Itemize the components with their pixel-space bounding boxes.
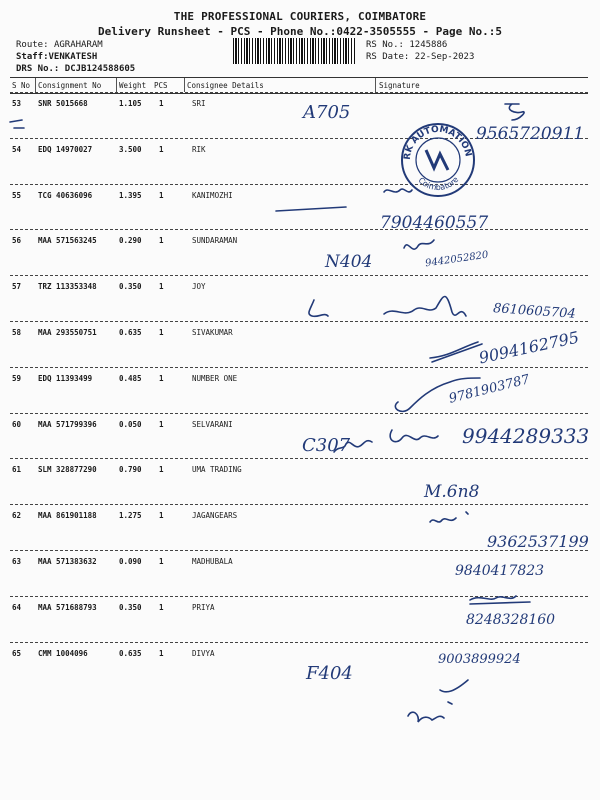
- row-pcs: 1: [159, 145, 164, 154]
- row-consignment-no: MAA 571799396: [38, 420, 97, 429]
- row-sno: 56: [12, 236, 22, 245]
- mark-57: [309, 300, 328, 316]
- row-consignee: KANIMOZHI: [192, 191, 233, 200]
- row-pcs: 1: [159, 99, 164, 108]
- row-consignment-no: TRZ 113353348: [38, 282, 97, 291]
- row-pcs: 1: [159, 236, 164, 245]
- rs-no-label: RS No.:: [366, 40, 404, 50]
- hw-phone-64: 8248328160: [466, 612, 556, 628]
- staff-value: VENKATESH: [48, 52, 98, 62]
- row-sno: 53: [12, 99, 22, 108]
- hw-phone-57: 8610605704: [492, 301, 577, 322]
- signature-59: [395, 378, 480, 411]
- signature-58: [430, 342, 482, 362]
- hw-door-65: F404: [306, 663, 353, 684]
- col-header-signature: Signature: [379, 81, 420, 90]
- row-sno: 58: [12, 328, 22, 337]
- runsheet-title: THE PROFESSIONAL COURIERS, COIMBATORE: [173, 10, 427, 23]
- drs-value: DCJB124588605: [64, 64, 136, 74]
- stamp-top-text: RK AUTOMATION: [402, 124, 473, 161]
- signature-64: [470, 596, 530, 604]
- row-consignment-no: MAA 293550751: [38, 328, 97, 337]
- rs-no-value: 1245886: [409, 40, 448, 50]
- row-consignment-no: SNR 5015668: [38, 99, 88, 108]
- row-consignee: SELVARANI: [192, 420, 233, 429]
- row-sno: 63: [12, 557, 22, 566]
- rs-date-label: RS Date:: [366, 52, 410, 62]
- signature-60-tamil: [334, 441, 372, 452]
- staff-label: Staff:: [16, 52, 49, 62]
- row-weight: 0.790: [119, 465, 142, 474]
- row-sno: 60: [12, 420, 22, 429]
- signature-60: [390, 430, 438, 442]
- hw-phone-59: 9781903787: [447, 372, 532, 407]
- drs-label: DRS No.:: [16, 64, 60, 74]
- hw-sig-61: M.6n8: [424, 482, 480, 502]
- dash-stroke-55: [276, 207, 346, 211]
- row-weight: 1.105: [119, 99, 142, 108]
- col-header-pcs: PCS: [154, 81, 168, 90]
- margin-mark: [10, 120, 24, 128]
- row-weight: 1.395: [119, 191, 142, 200]
- signature-65-tick: [440, 680, 468, 692]
- row-consignee: RIK: [192, 145, 206, 154]
- row-consignee: SUNDARAMAN: [192, 236, 238, 245]
- row-weight: 0.050: [119, 420, 142, 429]
- row-consignment-no: MAA 861901188: [38, 511, 97, 520]
- row-pcs: 1: [159, 465, 164, 474]
- row-pcs: 1: [159, 511, 164, 520]
- row-consignee: JOY: [192, 282, 206, 291]
- signature-65-tamil: [408, 702, 452, 722]
- row-weight: 1.275: [119, 511, 142, 520]
- row-consignee: DIVYA: [192, 649, 215, 658]
- row-consignee: NUMBER ONE: [192, 374, 238, 383]
- col-header-consignee: Consignee Details: [187, 81, 264, 90]
- hw-phone-56: 9442052820: [424, 249, 490, 270]
- hw-door-53: A705: [303, 102, 351, 123]
- row-consignment-no: EDQ 11393499: [38, 374, 93, 383]
- hw-phone-63: 9840417823: [455, 563, 545, 579]
- row-weight: 0.090: [119, 557, 142, 566]
- row-consignment-no: MAA 571383632: [38, 557, 97, 566]
- route-value: AGRAHARAM: [53, 40, 103, 50]
- row-weight: 0.485: [119, 374, 142, 383]
- signature-53: [505, 104, 524, 120]
- col-header-weight: Weight: [119, 81, 147, 90]
- row-pcs: 1: [159, 374, 164, 383]
- row-pcs: 1: [159, 649, 164, 658]
- hw-door-60: C307: [302, 435, 351, 456]
- row-pcs: 1: [159, 328, 164, 337]
- hw-phone-53: 9565720911: [476, 124, 585, 144]
- hw-phone-62: 9362537199: [487, 532, 589, 551]
- row-consignment-no: EDQ 14970027: [38, 145, 93, 154]
- row-weight: 0.635: [119, 328, 142, 337]
- row-consignee: PRIYA: [192, 603, 215, 612]
- runsheet-subtitle: Delivery Runsheet - PCS - Phone No.:0422-3505555 - Page No.:5: [98, 25, 502, 38]
- hw-phone-55: 7904460557: [380, 213, 489, 233]
- row-pcs: 1: [159, 557, 164, 566]
- row-consignment-no: CMM 1004096: [38, 649, 88, 658]
- row-pcs: 1: [159, 603, 164, 612]
- row-consignment-no: MAA 571688793: [38, 603, 97, 612]
- row-sno: 65: [12, 649, 22, 658]
- rs-date-value: 22-Sep-2023: [414, 52, 475, 62]
- row-pcs: 1: [159, 282, 164, 291]
- row-consignee: UMA TRADING: [192, 465, 242, 474]
- signature-57: [384, 297, 466, 317]
- row-sno: 62: [12, 511, 22, 520]
- row-sno: 54: [12, 145, 22, 154]
- row-consignee: SIVAKUMAR: [192, 328, 233, 337]
- signature-56: [404, 240, 434, 249]
- signature-62: [430, 512, 468, 522]
- col-header-sno: S No: [12, 81, 31, 90]
- row-consignee: SRI: [192, 99, 206, 108]
- hw-phone-58: 9094162795: [477, 327, 581, 368]
- hw-phone-60: 9944289333: [462, 424, 590, 448]
- row-weight: 3.500: [119, 145, 142, 154]
- row-pcs: 1: [159, 420, 164, 429]
- row-consignment-no: MAA 571563245: [38, 236, 97, 245]
- row-weight: 0.350: [119, 603, 142, 612]
- row-sno: 59: [12, 374, 22, 383]
- row-consignment-no: SLM 328877290: [38, 465, 97, 474]
- route-label: Route:: [16, 40, 49, 50]
- row-sno: 61: [12, 465, 22, 474]
- col-header-consignment: Consignment No: [38, 81, 102, 90]
- row-consignee: MADHUBALA: [192, 557, 233, 566]
- row-weight: 0.635: [119, 649, 142, 658]
- row-consignment-no: TCG 40636096: [38, 191, 93, 200]
- row-sno: 57: [12, 282, 22, 291]
- stamp-bottom-text: Coimbatore: [416, 175, 461, 193]
- hw-phone-65: 9003899924: [438, 652, 521, 667]
- row-pcs: 1: [159, 191, 164, 200]
- row-weight: 0.350: [119, 282, 142, 291]
- row-consignee: JAGANGEARS: [192, 511, 238, 520]
- row-sno: 64: [12, 603, 22, 612]
- row-sno: 55: [12, 191, 22, 200]
- signature-55: [384, 189, 412, 192]
- row-weight: 0.290: [119, 236, 142, 245]
- hw-door-56: N404: [325, 252, 373, 272]
